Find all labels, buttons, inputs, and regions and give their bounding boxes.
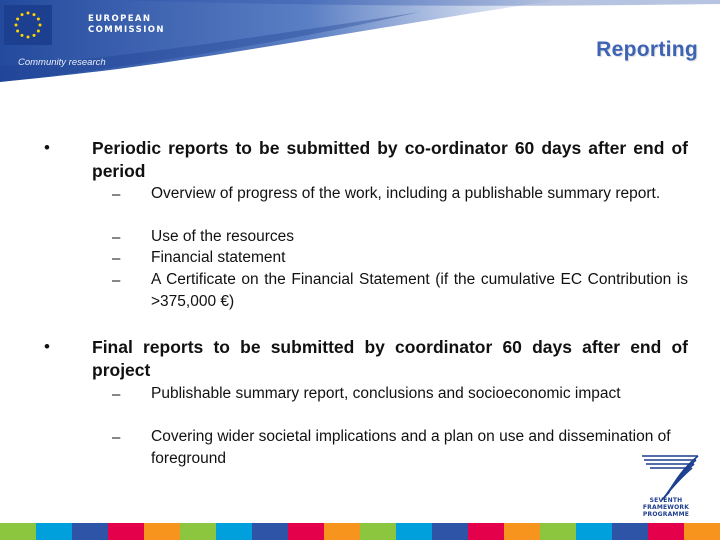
footer-color-segment <box>504 523 540 540</box>
footer-color-segment <box>72 523 108 540</box>
footer-color-segment <box>216 523 252 540</box>
footer-color-segment <box>108 523 144 540</box>
footer-color-bar <box>0 523 720 540</box>
footer-color-segment <box>288 523 324 540</box>
footer-color-segment <box>324 523 360 540</box>
dash-marker: – <box>112 250 121 267</box>
bullet-2-text: Final reports to be submitted by coordinator 60 days after end of project <box>92 337 688 380</box>
ec-line-2: COMMISSION <box>88 25 165 35</box>
bullet-1-text: Periodic reports to be submitted by co-ordinator 60 days after end of period <box>92 138 688 181</box>
slide-title: Reporting <box>596 38 698 61</box>
bullet-1-sub-2: Use of the resources <box>151 228 295 245</box>
footer-color-segment <box>432 523 468 540</box>
ec-line-1: EUROPEAN <box>88 14 152 24</box>
footer-color-segment <box>180 523 216 540</box>
footer-color-segment <box>360 523 396 540</box>
dash-marker: – <box>112 186 121 203</box>
bullet-marker: • <box>44 138 50 157</box>
bullet-1-sub-3: Financial statement <box>151 249 286 266</box>
fp7-caption-line-1: SEVENTH FRAMEWORK <box>642 497 690 511</box>
footer-color-segment <box>612 523 648 540</box>
footer-color-segment <box>648 523 684 540</box>
footer-color-segment <box>36 523 72 540</box>
community-research-label: Community research <box>18 57 106 68</box>
bullet-1-sub-1: Overview of progress of the work, including a publishable summary report. <box>151 185 661 202</box>
bullet-2-sub-2: Covering wider societal implications and a plan on use and dissemination of foreground <box>151 428 671 467</box>
footer-color-segment <box>396 523 432 540</box>
footer-color-segment <box>576 523 612 540</box>
dash-marker: – <box>112 229 121 246</box>
dash-marker: – <box>112 429 121 446</box>
fp7-caption <box>626 497 706 518</box>
bullet-2-sub-1: Publishable summary report, conclusions and socioeconomic impact <box>151 385 621 402</box>
footer-color-segment <box>540 523 576 540</box>
footer-color-segment <box>0 523 36 540</box>
footer-color-segment <box>252 523 288 540</box>
footer-color-segment <box>144 523 180 540</box>
bullet-marker: • <box>44 337 50 356</box>
fp7-caption-line-2: PROGRAMME <box>642 511 690 518</box>
bullet-1-sub-4: A Certificate on the Financial Statement (if the cumulative EC Contribution is >375,000 €) <box>151 271 688 310</box>
footer-color-segment <box>468 523 504 540</box>
dash-marker: – <box>112 386 121 403</box>
footer-color-segment <box>684 523 720 540</box>
dash-marker: – <box>112 272 121 289</box>
